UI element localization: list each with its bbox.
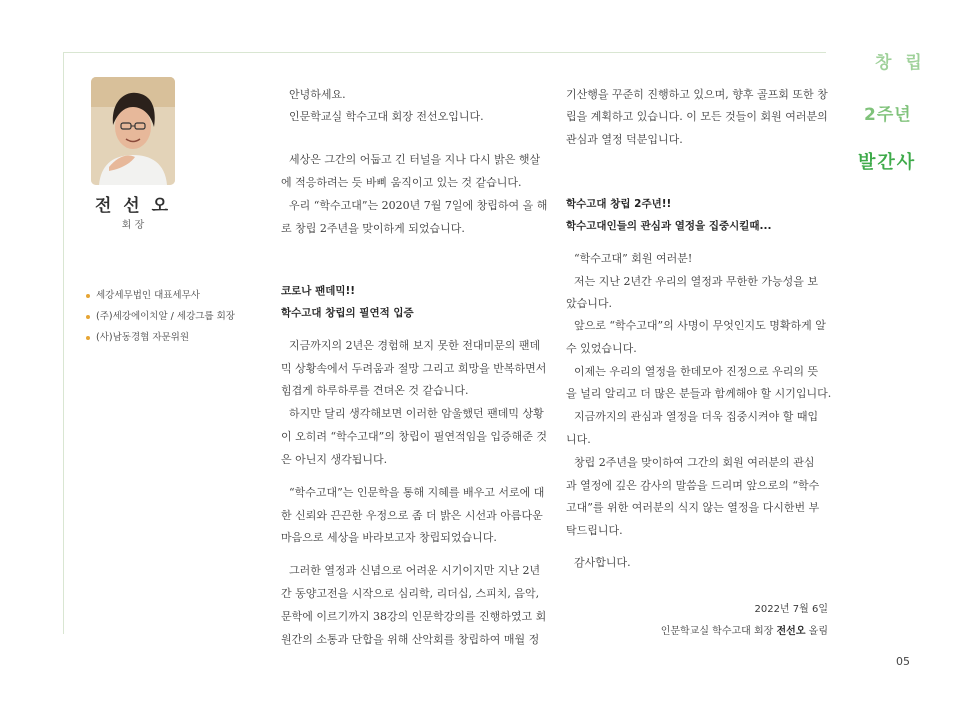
text-line: 안녕하세요. <box>289 88 346 101</box>
letter-date: 2022년 7월 6일 <box>754 604 828 615</box>
text-line: 지금까지의 2년은 경험해 보지 못한 전대미문의 팬데 <box>289 339 541 352</box>
text-line: 마음으로 세상을 바라보고자 창립되었습니다. <box>281 531 497 544</box>
signature <box>566 622 828 637</box>
text-line: 인문학교실 학수고대 회장 전선오입니다. <box>289 110 484 123</box>
signature-name: 전선오 <box>776 626 806 637</box>
signature-suffix: 올림 <box>808 626 828 637</box>
subheading: 학수고대 창립의 필연적 입증 <box>281 307 414 319</box>
text-line: 문학에 이르기까지 38강의 인문학강의를 진행하였고 회 <box>281 610 547 623</box>
text-line: “학수고대” 회원 여러분! <box>574 252 693 265</box>
text-line: 한 신뢰와 끈끈한 우정으로 좀 더 밝은 시선과 아름다운 <box>281 509 543 522</box>
text-line: 앞으로 “학수고대”의 사명이 무엇인지도 명확하게 알 <box>574 319 826 332</box>
text-line: 기산행을 꾸준히 진행하고 있으며, 향후 골프회 또한 창 <box>566 88 828 101</box>
subheading: 학수고대인들의 관심과 열정을 집중시킬때... <box>566 220 772 232</box>
text-line: 로 창립 2주년을 맞이하게 되었습니다. <box>281 222 465 235</box>
text-line: 관심과 열정 덕분입니다. <box>566 133 683 146</box>
president-role: 회 장 <box>121 220 145 231</box>
career-item: (주)세강에이치알 / 세강그룹 회장 <box>86 310 235 331</box>
signature-prefix: 인문학교실 학수고대 회장 <box>660 626 774 637</box>
text-line: 이제는 우리의 열정을 한데모아 진정으로 우리의 뜻 <box>574 365 819 378</box>
text-line: 믹 상황속에서 두려움과 절망 그리고 희망을 반복하면서 <box>281 362 547 375</box>
text-line: 니다. <box>566 433 591 446</box>
text-line: 에 적응하려는 듯 바삐 움직이고 있는 것 같습니다. <box>281 176 522 189</box>
text-line: 원간의 소통과 단합을 위해 산악회를 창립하여 매월 정 <box>281 633 540 646</box>
text-line: 세상은 그간의 어둡고 긴 터널을 지나 다시 밝은 햇살 <box>289 153 541 166</box>
text-line: 고대”를 위한 여러분의 식지 않는 열정을 다시한번 부 <box>566 501 820 514</box>
president-photo <box>91 77 175 185</box>
section-title-line-3: 발간사 <box>858 152 917 173</box>
section-title-line-1: 창 립 <box>875 53 926 73</box>
closing-line: 감사합니다. <box>574 556 631 569</box>
page-number: 05 <box>896 655 910 668</box>
text-line: 을 널리 알리고 더 많은 분들과 함께해야 할 시기입니다. <box>566 387 832 400</box>
text-line: 은 아닌지 생각됩니다. <box>281 453 388 466</box>
president-name: 전 선 오 <box>94 196 172 216</box>
text-line: 우리 “학수고대”는 2020년 7월 7일에 창립하여 올 해 <box>289 199 548 212</box>
text-line: 과 열정에 깊은 감사의 말씀을 드리며 앞으로의 “학수 <box>566 479 820 492</box>
text-line: 간 동양고전을 시작으로 심리학, 리더십, 스피치, 음악, <box>281 587 540 600</box>
frame-top-rule <box>63 52 826 53</box>
text-line: 창립 2주년을 맞이하여 그간의 회원 여러분의 관심 <box>574 456 815 469</box>
frame-left-rule <box>63 52 64 634</box>
text-line: 립을 계획하고 있습니다. 이 모든 것들이 회원 여러분의 <box>566 110 828 123</box>
text-line: “학수고대”는 인문학을 통해 지혜를 배우고 서로에 대 <box>289 486 545 499</box>
text-line: 았습니다. <box>566 297 613 310</box>
text-line: 하지만 달리 생각해보면 이러한 암울했던 팬데믹 상황 <box>289 407 544 420</box>
subheading: 학수고대 창립 2주년!! <box>566 198 672 210</box>
section-title-line-2: 2주년 <box>864 105 912 125</box>
career-list <box>86 289 235 352</box>
text-line: 수 있었습니다. <box>566 342 637 355</box>
text-line: 지금까지의 관심과 열정을 더욱 집중시켜야 할 때입 <box>574 410 819 423</box>
text-line: 저는 지난 2년간 우리의 열정과 무한한 가능성을 보 <box>574 275 818 288</box>
text-line: 그러한 열정과 신념으로 어려운 시기이지만 지난 2년 <box>289 564 541 577</box>
text-line: 탁드립니다. <box>566 524 623 537</box>
portrait-illustration <box>91 77 175 185</box>
text-line: 이 오히려 “학수고대”의 창립이 필연적임을 입증해준 것 <box>281 430 547 443</box>
text-line: 힘겹게 하루하루를 견뎌온 것 같습니다. <box>281 384 469 397</box>
subheading: 코로나 팬데믹!! <box>281 285 356 297</box>
career-item: (사)남동경협 자문위원 <box>86 331 235 352</box>
career-item: 세강세무법인 대표세무사 <box>86 289 235 310</box>
